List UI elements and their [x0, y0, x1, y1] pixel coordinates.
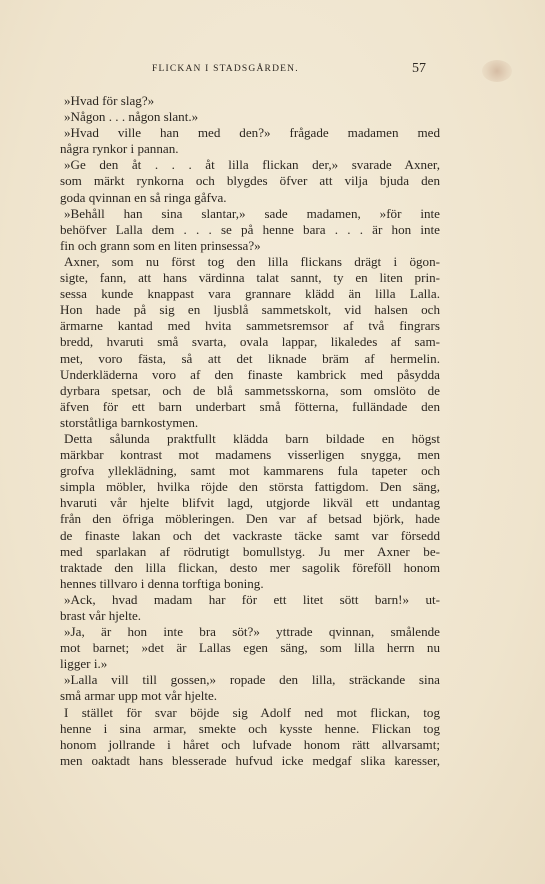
text-line: »Ge den åt . . . åt lilla flickan der,» svarade Axner,: [64, 157, 440, 173]
text-line: simpla möbler, hvilka röjde den största fattigdom. Den säng,: [60, 479, 440, 495]
text-line: Hon hade på sig en ljusblå sammetskolt, vid halsen och: [60, 302, 440, 318]
text-line: I stället för svar böjde sig Adolf ned mot flickan, tog: [64, 704, 440, 720]
text-line: mot barnet; »det är Lallas egen säng, som lilla herrn nu: [60, 640, 440, 656]
text-line: »Ack, hvad madam har för ett litet sött barn!» ut-: [64, 591, 440, 607]
text-line: äfven för ett barn underbart små fötterna, fulländade den: [60, 398, 440, 414]
text-line: grofva ylleklädning, samt mot kammarens fula tapeter och: [60, 463, 440, 479]
text-line: »Lalla vill till gossen,» ropade den lilla, sträckande sina: [64, 672, 440, 688]
text-line: »Behåll han sina slantar,» sade madamen, »för inte: [64, 205, 440, 221]
text-line: Underkläderna voro af den finaste kambrick med påsydda: [60, 366, 440, 382]
text-line: Detta sålunda praktfullt klädda barn bildade en högst: [64, 430, 440, 446]
text-line: behöfver Lalla dem . . . se på henne bara . . . är hon inte: [60, 221, 440, 237]
text-line: från den öfriga möbleringen. Den var af betsad björk, hade: [60, 511, 440, 527]
text-line: sessa kunde knappast vara grannare klädd än lilla Lalla.: [60, 286, 440, 302]
text-line: traktade den lilla flickan, desto mer sagolik föreföll honom: [60, 559, 440, 575]
text-line: de finaste lakan och det vackraste täcke samt var försedd: [60, 527, 440, 543]
text-line: »Ja, är hon inte bra söt?» yttrade qvinnan, smålende: [64, 624, 440, 640]
page-number: 57: [412, 61, 426, 76]
text-line: henne i sina armar, smekte och kysste henne. Flickan tog: [60, 720, 440, 736]
text-line: honom jollrande i håret och lufvade honom rätt allvarsamt;: [60, 736, 440, 752]
text-line: »Hvad ville han med den?» frågade madamen med: [64, 125, 440, 141]
text-line: brast vår hjelte.: [60, 608, 142, 623]
text-line: märkbar kontrast mot madamens visserligen snygga, men: [60, 447, 440, 463]
text-line: som märkt rynkorna och blygdes öfver att vilja bjuda den: [60, 173, 440, 189]
text-line: men oaktadt hans blesserade hufvud icke medgaf slika karesser,: [60, 752, 440, 768]
text-line: små armar upp mot vår hjelte.: [60, 688, 218, 704]
text-line: ärmarne kantad med hvita sammetsremsor af två fingrars: [60, 318, 440, 334]
paper-stain: [482, 60, 512, 82]
body-text: [60, 93, 440, 769]
text-line: storståtliga barnkostymen.: [60, 414, 199, 430]
text-line: met, voro fästa, så att det liknade bräm af hermelin.: [60, 350, 440, 366]
page-header: [60, 61, 440, 80]
text-line: hvaruti vår hjelte blifvit lagd, utgjorde likväl ett undantag: [60, 495, 440, 511]
text-line: »Någon . . . någon slant.»: [64, 109, 199, 125]
text-line: Axner, som nu först tog den lilla flickans drägt i ögon-: [64, 253, 440, 269]
text-line: ligger i.»: [60, 656, 108, 672]
text-line: »Hvad för slag?»: [64, 93, 155, 108]
text-line: några rynkor i pannan.: [60, 141, 179, 157]
text-line: goda qvinnan en så ringa gåfva.: [60, 189, 227, 205]
text-line: hennes tillvaro i denna torftiga boning.: [60, 575, 264, 591]
text-line: med sparlakan af rödrutigt bomullstyg. Ju mer Axner be-: [60, 543, 440, 559]
text-line: bredd, hvaruti små svarta, ovala lappar, likaledes af sam-: [60, 334, 440, 350]
text-line: sigte, fann, att hans värdinna talat sannt, ty en liten prin-: [60, 270, 440, 286]
running-title: FLICKAN I STADSGÅRDEN.: [152, 64, 299, 74]
text-line: dyrbara spetsar, och de blå sammetsskorna, som omslöto de: [60, 382, 440, 398]
text-line: fin och grann som en liten prinsessa?»: [60, 237, 261, 253]
